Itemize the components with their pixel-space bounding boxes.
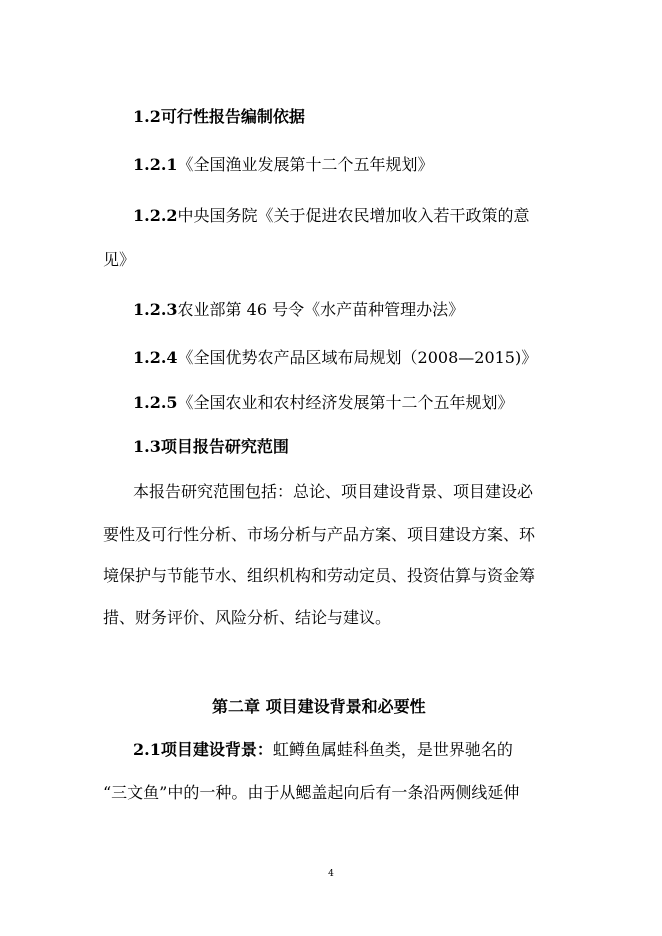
item-text: 农业部第 46 号令《水产苗种管理办法》 bbox=[177, 300, 465, 319]
item-number: 1.2.2 bbox=[133, 206, 178, 225]
item-number: 1.2.1 bbox=[133, 155, 178, 174]
body-paragraph-line: 境保护与节能节水、组织机构和劳动定员、投资估算与资金筹 bbox=[103, 566, 536, 585]
item-number: 1.2.4 bbox=[133, 348, 178, 367]
section-1-2-heading: 1.2可行性报告编制依据 bbox=[133, 107, 305, 126]
chapter-2-heading: 第二章 项目建设背景和必要性 bbox=[212, 697, 426, 716]
body-paragraph-line: 本报告研究范围包括：总论、项目建设背景、项目建设必 bbox=[133, 482, 534, 501]
item-text: 《全国渔业发展第十二个五年规划》 bbox=[177, 155, 434, 174]
page-number: 4 bbox=[328, 869, 334, 879]
section-2-1-text: 虹鳟鱼属蛙科鱼类，是世界驰名的 bbox=[272, 740, 513, 759]
body-paragraph-line: 措、财务评价、风险分析、结论与建议。 bbox=[103, 608, 392, 627]
section-1-3-heading: 1.3项目报告研究范围 bbox=[133, 437, 289, 456]
item-number: 1.2.3 bbox=[133, 300, 178, 319]
section-2-1-label: 2.1项目建设背景： bbox=[133, 740, 273, 759]
item-text: 《全国农业和农村经济发展第十二个五年规划》 bbox=[177, 393, 514, 412]
item-1-2-2-continuation: 见》 bbox=[103, 250, 136, 269]
item-1-2-1 bbox=[133, 155, 434, 175]
item-1-2-2 bbox=[133, 206, 530, 226]
section-2-1-line bbox=[133, 740, 513, 760]
item-text: 中央国务院《关于促进农民增加收入若干政策的意 bbox=[177, 206, 530, 225]
body-paragraph-line: 要性及可行性分析、市场分析与产品方案、项目建设方案、环 bbox=[103, 525, 536, 544]
item-text: 《全国优势农产品区域布局规划（2008—2015)》 bbox=[177, 348, 538, 367]
item-1-2-5 bbox=[133, 393, 514, 413]
item-number: 1.2.5 bbox=[133, 393, 178, 412]
item-1-2-4 bbox=[133, 348, 537, 368]
item-1-2-3 bbox=[133, 300, 464, 320]
section-2-1-line: “三文鱼”中的一种。由于从鳃盖起向后有一条沿两侧线延伸 bbox=[103, 783, 520, 802]
